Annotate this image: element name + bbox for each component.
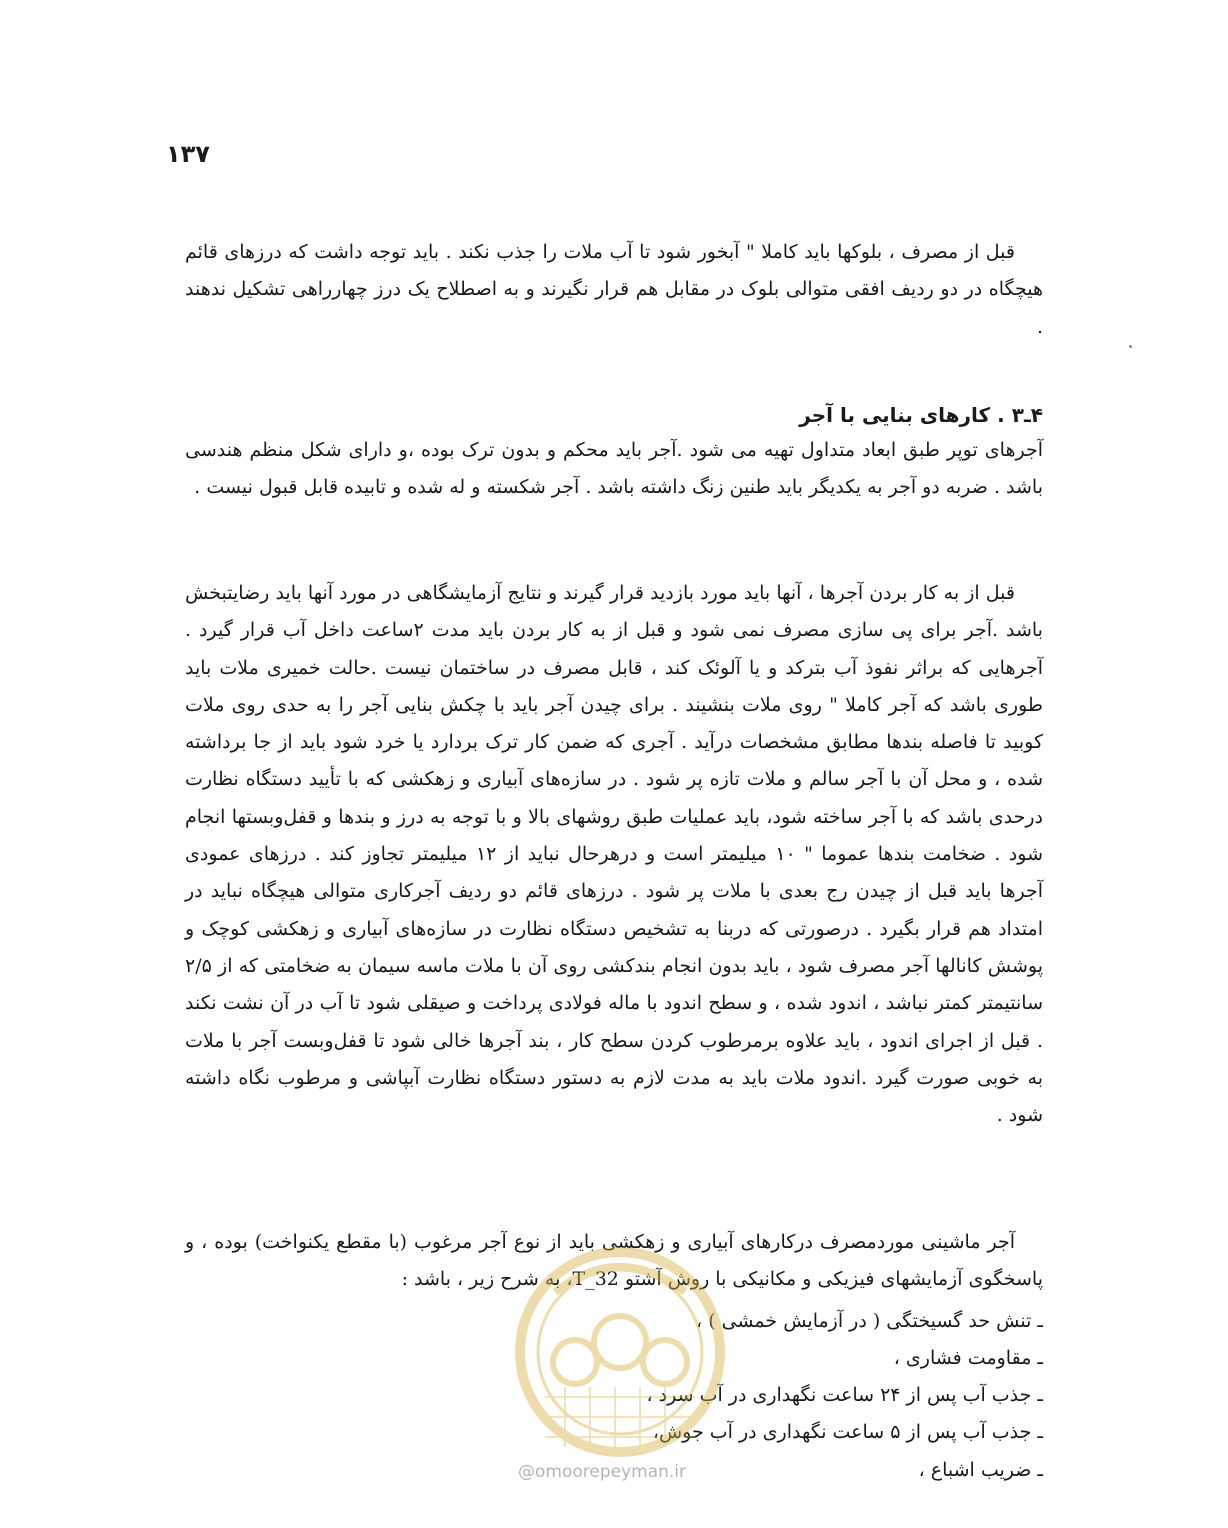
section-4-3 xyxy=(185,398,1043,507)
section-paragraph-1: آجرهای توپر طبق ابعاد متداول تهیه می شود .آجر باید محکم و بدون ترک بوده ،و دارای شکل منظم هندسی باشد . ضربه دو آجر به یکدیگر باید طنین زنگ داشته باشد . آجر شکسته و له شده و تابیده قابل قبول نیست . xyxy=(185,439,1043,499)
intro-block xyxy=(185,234,1043,346)
section-heading: ۴ـ۳ . کارهای بنایی با آجر xyxy=(799,403,1043,427)
list-item: ـ ضریب اشباع ، xyxy=(918,1458,1043,1481)
section-4-3-continued xyxy=(185,575,1043,1134)
list-item: ـ جذب آب پس از ۲۴ ساعت نگهداری در آب سرد ، xyxy=(646,1384,1043,1407)
watermark-url: @omoorepeyman.ir xyxy=(518,1462,687,1482)
margin-dot xyxy=(1129,345,1132,348)
list-item: ـ جذب آب پس از ۵ ساعت نگهداری در آب جوش، xyxy=(652,1421,1043,1444)
section-4-3-requirements xyxy=(185,1224,1043,1489)
list-item: ـ تنش حد گسیختگی ( در آزمایش خمشی ) ، xyxy=(696,1309,1043,1332)
section-paragraph-2: قبل از به کار بردن آجرها ، آنها باید مورد بازدید قرار گیرند و نتایج آزمایشگاهی در مورد آنها باید رضایتبخش باشد .آجر برای پی سازی مصرف نمی شود و قبل از به کار بردن باید مدت ۲ساعت داخل آب قرار گیرد . آجرهایی که براثر نفوذ آب بترکد و یا آلوئک کند ، قابل مصرف در ساختمان نیست .حالت خمیری ملات باید طوری باشد که آجر کاملا " روی ملات بنشیند . برای چیدن آجر باید با چکش بنایی آجر را به حدی روی ملات کوبید تا فاصله بندها مطابق مشخصات درآید . آجری که ضمن کار ترک بردارد یا خرد شود باید از جا برداشته شده ، و محل آن با آجر سالم و ملات تازه پر شود . در سازه‌های آبیاری و زهکشی که با تأیید دستگاه نظارت درحدی باشد که با آجر ساخته شود، باید عملیات طبق روشهای بالا و با توجه به درز و بندها و قفل‌وبستها انجام شود . ضخامت بندها عموما " ۱۰ میلیمتر است و درهرحال نباید از ۱۲ میلیمتر تجاوز کند . درزهای عمودی آجرها باید قبل از چیدن رج بعدی با ملات پر شود . درزهای قائم دو ردیف آجرکاری متوالی هیچگاه نباید در امتداد هم قرار بگیرد . درصورتی که دربنا به تشخیص دستگاه نظارت در سازه‌های آبیاری و زهکشی کوچک و پوشش کانالها آجر مصرف شود ، باید بدون انجام بندکشی روی آن با ملات ماسه سیمان به ضخامتی که از ۲/۵ سانتیمتر کمتر نباشد ، اندود شده ، و سطح اندود با ماله فولادی پرداخت و صیقلی شود تا آب در آن نشت نکند . قبل از اجرای اندود ، باید علاوه برمرطوب کردن سطح کار ، بند آجرها خالی شود تا قفل‌وبست آجر با ملات به خوبی صورت گیرد .اندود ملات باید به مدت لازم به دستور دستگاه نظارت آبپاشی و مرطوب نگاه داشته شود . xyxy=(185,582,1044,1127)
intro-paragraph: قبل از مصرف ، بلوکها باید کاملا " آبخور شود تا آب ملات را جذب نکند . باید توجه داشت که درزهای قائم هیچگاه در دو ردیف افقی متوالی بلوک در مقابل هم قرار نگیرند و به اصطلاح یک درز چهارراهی تشکیل ندهند . xyxy=(185,241,1043,338)
list-item: ـ مقاومت فشاری ، xyxy=(893,1346,1043,1369)
section-paragraph-3: آجر ماشینی موردمصرف درکارهای آبیاری و زهکشی باید از نوع آجر مرغوب (با مقطع یکنواخت) بوده ، و پاسخگوی آزمایشهای فیزیکی و مکانیکی با روش آشتو T_32، به شرح زیر ، باشد : xyxy=(185,1231,1043,1291)
page-number: ۱۳۷ xyxy=(166,140,210,168)
